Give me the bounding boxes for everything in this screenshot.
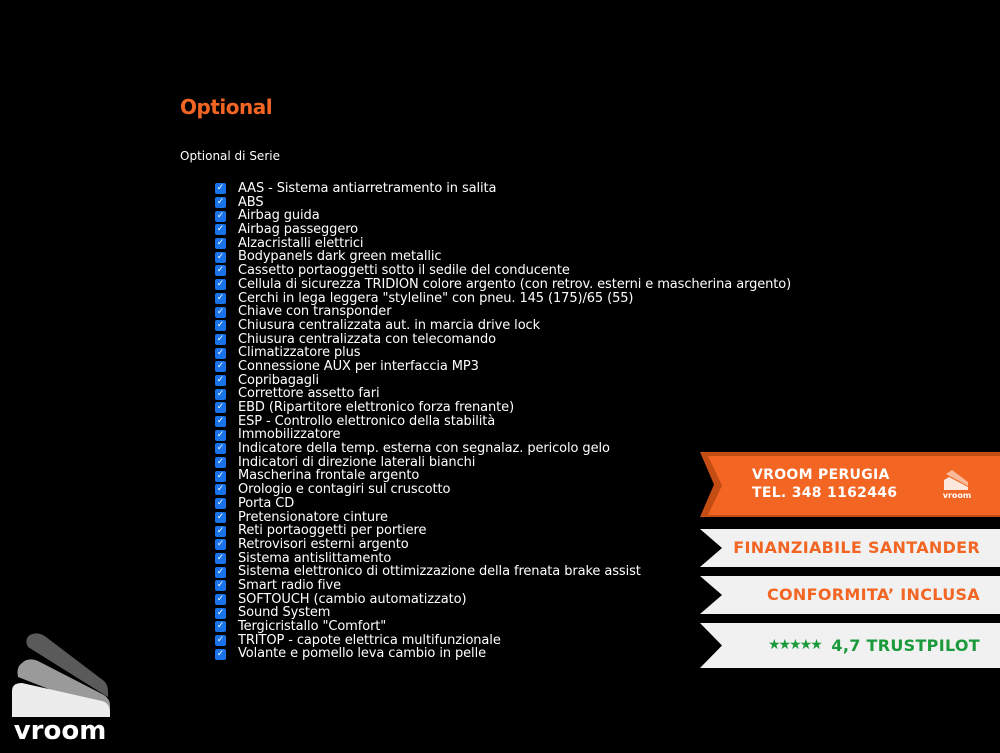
option-item (215, 428, 791, 442)
trustpilot-stars-icon: ★★★★★ (768, 637, 821, 653)
option-checkbox[interactable]: ✓ (216, 320, 225, 331)
option-label: Chiave con transponder (238, 304, 392, 320)
option-item (215, 387, 791, 401)
option-checkbox[interactable]: ✓ (216, 635, 225, 646)
option-item (215, 264, 791, 278)
option-checkbox[interactable]: ✓ (216, 621, 225, 632)
option-checkbox[interactable]: ✓ (216, 416, 225, 427)
option-label: Retrovisori esterni argento (238, 536, 409, 552)
trustpilot-banner[interactable] (700, 623, 1000, 668)
option-label: Immobilizzatore (238, 427, 341, 443)
contact-phone[interactable]: TEL. 348 1162446 (752, 485, 898, 501)
option-label: SOFTOUCH (cambio automatizzato) (238, 591, 467, 607)
option-checkbox[interactable]: ✓ (216, 224, 225, 235)
option-label: Chiusura centralizzata con telecomando (238, 331, 497, 347)
option-label: Porta CD (238, 495, 295, 511)
option-item (215, 319, 791, 333)
option-label: Mascherina frontale argento (238, 468, 420, 484)
option-checkbox[interactable]: ✓ (216, 607, 225, 618)
option-label: Indicatore della temp. esterna con segnalaz. pericolo gelo (238, 441, 610, 457)
contact-logo-text: vroom (942, 491, 972, 500)
option-checkbox[interactable]: ✓ (216, 333, 225, 344)
option-label: Airbag passeggero (238, 222, 359, 238)
trustpilot-label: 4,7 TRUSTPILOT (831, 636, 980, 655)
option-checkbox[interactable]: ✓ (216, 210, 225, 221)
option-item (215, 401, 791, 415)
option-checkbox[interactable]: ✓ (216, 197, 225, 208)
option-label: ESP - Controllo elettronico della stabilità (238, 413, 496, 429)
option-label: Cellula di sicurezza TRIDION colore argento (con retrov. esterni e mascherina argento) (238, 276, 792, 292)
finance-label: FINANZIABILE SANTANDER (733, 538, 980, 557)
option-label: Chiusura centralizzata aut. in marcia drive lock (238, 317, 541, 333)
option-checkbox[interactable]: ✓ (216, 484, 225, 495)
option-label: Cerchi in lega leggera "styleline" con pneu. 145 (175)/65 (55) (238, 290, 634, 306)
option-label: Volante e pomello leva cambio in pelle (238, 646, 486, 662)
option-checkbox[interactable]: ✓ (216, 470, 225, 481)
option-checkbox[interactable]: ✓ (216, 388, 225, 399)
option-label: EBD (Ripartitore elettronico forza frenante) (238, 400, 515, 415)
option-checkbox[interactable]: ✓ (216, 457, 225, 468)
vroom-mini-logo-icon (940, 466, 974, 500)
option-label: Bodypanels dark green metallic (238, 249, 442, 265)
option-item (215, 292, 791, 306)
option-checkbox[interactable]: ✓ (216, 552, 225, 563)
option-checkbox[interactable]: ✓ (216, 361, 225, 372)
conformity-banner[interactable] (700, 576, 1000, 614)
option-item (215, 333, 791, 347)
option-checkbox[interactable]: ✓ (216, 511, 225, 522)
option-checkbox[interactable]: ✓ (216, 347, 225, 358)
option-item (215, 223, 791, 237)
option-item (215, 250, 791, 264)
option-label: Tergicristallo "Comfort" (238, 619, 387, 634)
option-label: Pretensionatore cinture (238, 509, 388, 525)
option-label: Smart radio five (238, 577, 341, 593)
option-checkbox[interactable]: ✓ (216, 648, 225, 659)
option-item (215, 278, 791, 292)
option-label: AAS - Sistema antiarretramento in salita (238, 181, 497, 196)
option-label: TRITOP - capote elettrica multifunzionale (238, 632, 501, 648)
option-label: Copribagagli (238, 372, 319, 388)
option-label: Sound System (238, 605, 331, 621)
finance-banner[interactable] (700, 529, 1000, 567)
option-label: Sistema antislittamento (238, 550, 392, 566)
option-label: Orologio e contagiri sul cruscotto (238, 482, 451, 498)
option-item (215, 209, 791, 223)
option-label: Indicatori di direzione laterali bianchi (238, 454, 476, 470)
option-label: Sistema elettronico di ottimizzazione della frenata brake assist (238, 564, 641, 580)
option-label: ABS (238, 194, 264, 210)
conformity-label: CONFORMITA’ INCLUSA (766, 585, 980, 604)
option-checkbox[interactable]: ✓ (216, 580, 225, 591)
option-item (215, 196, 791, 210)
option-checkbox[interactable]: ✓ (216, 238, 225, 249)
option-label: Cassetto portaoggetti sotto il sedile del conducente (238, 263, 570, 279)
option-checkbox[interactable]: ✓ (216, 429, 225, 440)
vroom-logo (8, 633, 112, 745)
contact-location: VROOM PERUGIA (752, 467, 890, 483)
option-checkbox[interactable]: ✓ (216, 251, 225, 262)
option-item (215, 415, 791, 429)
option-item (215, 374, 791, 388)
option-checkbox[interactable]: ✓ (216, 292, 225, 303)
option-label: Connessione AUX per interfaccia MP3 (238, 358, 479, 374)
option-item (215, 182, 791, 196)
option-label: Correttore assetto fari (238, 386, 380, 402)
section-subtitle: Optional di Serie (180, 149, 280, 163)
option-item (215, 237, 791, 251)
option-item (215, 305, 791, 319)
option-item (215, 360, 791, 374)
option-checkbox[interactable]: ✓ (216, 183, 225, 194)
option-label: Reti portaoggetti per portiere (238, 523, 427, 539)
option-checkbox[interactable]: ✓ (216, 566, 225, 577)
contact-banner[interactable] (700, 452, 1000, 517)
option-checkbox[interactable]: ✓ (216, 525, 225, 536)
option-checkbox[interactable]: ✓ (216, 539, 225, 550)
option-label: Climatizzatore plus (238, 345, 361, 361)
option-checkbox[interactable]: ✓ (216, 402, 225, 413)
option-checkbox[interactable]: ✓ (216, 593, 225, 604)
option-checkbox[interactable]: ✓ (216, 306, 225, 317)
option-item (215, 346, 791, 360)
option-checkbox[interactable]: ✓ (216, 498, 225, 509)
option-checkbox[interactable]: ✓ (216, 279, 225, 290)
section-title: Optional (180, 95, 273, 119)
option-label: Alzacristalli elettrici (238, 235, 364, 251)
option-checkbox[interactable]: ✓ (216, 265, 225, 276)
option-checkbox[interactable]: ✓ (216, 374, 225, 385)
option-label: Airbag guida (238, 208, 320, 224)
vroom-logo-text: vroom (13, 716, 107, 745)
option-checkbox[interactable]: ✓ (216, 443, 225, 454)
